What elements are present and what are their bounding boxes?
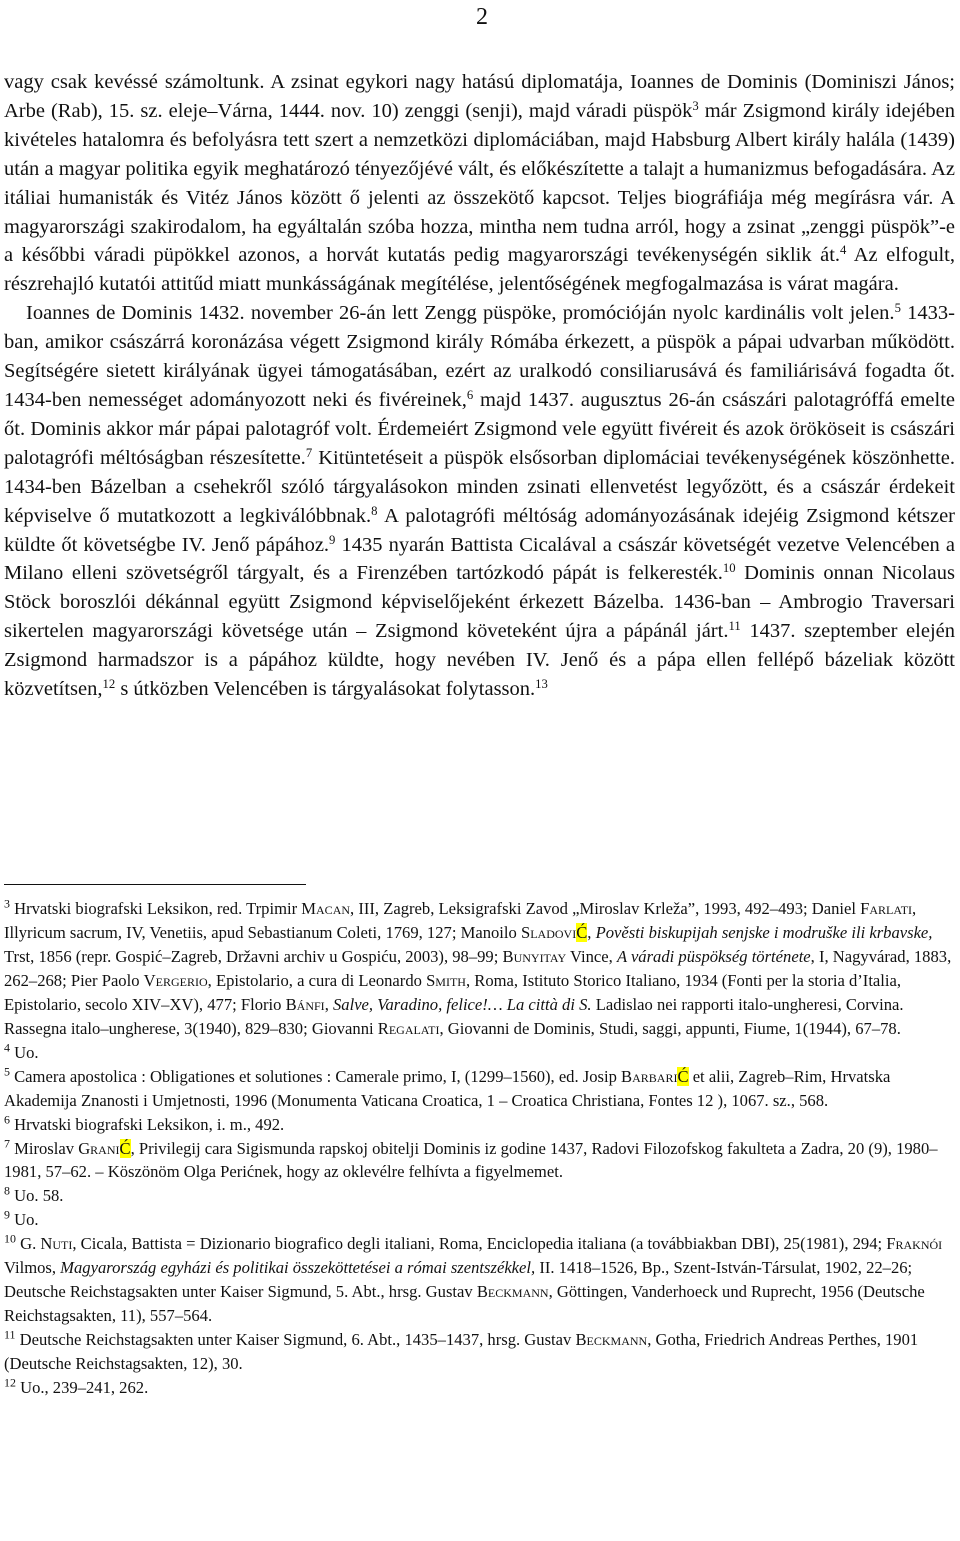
text-run: , Privilegij cara Sigismunda rapskoj obitelji Dominis iz godine 1437, Radovi Filozofskog fakulteta a Zadra, 20 (9), 1980–1981, 57–62. – Köszönöm Olga Perićnek, hogy az oklevélre felhívta a figyelmemet. bbox=[4, 1138, 938, 1182]
author-name: Bunyitay bbox=[502, 946, 567, 966]
author-name: Fraknói bbox=[886, 1234, 943, 1254]
footnote-ref: 4 bbox=[4, 1040, 10, 1055]
footnote-ref: 8 bbox=[371, 503, 378, 518]
author-name: Beckmann bbox=[476, 1282, 549, 1302]
body-text bbox=[4, 68, 955, 704]
footnote bbox=[4, 1208, 955, 1232]
highlighted-text: Ć bbox=[677, 1066, 689, 1086]
footnote bbox=[4, 1113, 955, 1137]
text-run: , bbox=[324, 994, 333, 1014]
author-name: Smith bbox=[426, 970, 466, 990]
footnote bbox=[4, 897, 955, 1041]
author-name: Barbari bbox=[621, 1066, 678, 1086]
text-run: Kitüntetéseit a püspök elsősorban diplomáciai tevékenységének köszönhette. 1434-ben Bázelban a csehekről szóló tárgyalásokon minden zsinati ellenvetést legyőzött, és a császár érdekeit képviselve ő mutatkozott a legkiválóbbnak. bbox=[4, 446, 956, 527]
body-paragraph bbox=[4, 68, 955, 299]
text-run: Deutsche Reichstagsakten unter Kaiser Sigmund, 6. Abt., 1435–1437, hrsg. Gustav bbox=[15, 1330, 576, 1350]
body-paragraph bbox=[4, 299, 955, 704]
text-run: Dominis onnan Nicolaus Stöck boroszlói dékánnal együtt Zsigmond képviselőjeként érkezett Bázelba. 1436-ban – Ambrogio Traversari sikertelen magyarországi követsége után – Zsigmond követeként újra a pápánál járt. bbox=[4, 562, 956, 643]
author-name: Bánfi bbox=[285, 994, 325, 1014]
footnote-ref: 6 bbox=[466, 387, 474, 402]
footnote-ref: 11 bbox=[728, 619, 741, 634]
footnote-ref: 6 bbox=[4, 1112, 10, 1127]
italic-text: Magyarország egyházi és politikai összeköttetései a római szentszékkel, bbox=[60, 1258, 536, 1278]
text-run: , bbox=[587, 922, 596, 942]
author-name: Farlati bbox=[860, 899, 913, 918]
footnote-ref: 5 bbox=[894, 301, 901, 316]
footnote bbox=[4, 1065, 955, 1113]
text-run: Vilmos, bbox=[4, 1258, 61, 1278]
text-run: , I, Nagyvárad, 1883, 262–268; Pier Paolo bbox=[4, 946, 952, 990]
footnote bbox=[4, 1376, 955, 1400]
footnote-ref: 3 bbox=[692, 98, 699, 113]
text-run: Ioannes de Dominis 1432. november 26-án lett Zengg püspöke, promócióján nyolc kardinális volt jelen. bbox=[26, 302, 895, 325]
text-run: vagy csak kevéssé számoltunk. A zsinat egykori nagy hatású diplomatája, Ioannes de Dominis (Dominiszi János; Arbe (Rab), 15. sz. eleje–Várna, 1444. nov. 10) zenggi (senji), majd váradi püspök bbox=[4, 71, 955, 122]
text-run: G. bbox=[15, 1234, 41, 1254]
footnote-ref: 10 bbox=[722, 561, 736, 576]
text-run: A palotagrófi méltóság adományozásának idejéig Zsigmond kétszer küldte őt követségbe IV. Jenő pápához. bbox=[4, 504, 956, 556]
text-run: Camera apostolica : Obligationes et solutiones : Camerale primo, I, (1299–1560), ed. Josip bbox=[9, 1066, 622, 1086]
italic-text: Pověsti biskupijah senjske i modruške ili krbavske, bbox=[595, 922, 933, 942]
text-run: Az elfogult, részrehajló kutatói attitűd miatt munkásságának megítélése, jelentőségének megfogalmazása is várat magára. bbox=[4, 244, 955, 296]
author-name: Beckmann bbox=[575, 1330, 648, 1350]
text-run: Uo., 239–241, 262. bbox=[15, 1378, 149, 1398]
author-name: Macan bbox=[301, 899, 351, 918]
footnote-ref: 5 bbox=[4, 1064, 10, 1079]
text-run: , Roma, Istituto Storico Italiano, 1934 (Fonti per la storia d’Italia, Epistolario, secolo XIV–XV), 477; Florio bbox=[4, 970, 902, 1014]
footnote-ref: 9 bbox=[4, 1207, 10, 1222]
highlighted-text: Ć bbox=[576, 922, 588, 942]
text-run: Uo. bbox=[9, 1210, 39, 1230]
text-run: majd 1437. augusztus 26-án császári palotagróffá emelte őt. Dominis akkor már pápai palotagróf volt. Érdemeiért Zsigmond vele együtt fivéreit és azok örököseit is császári palotagrófi méltóságban részesítette. bbox=[4, 388, 955, 469]
text-run: Hrvatski biografski Leksikon, i. m., 492. bbox=[9, 1114, 285, 1134]
text-run: , III, Zagreb, Leksigrafski Zavod „Miroslav Krleža”, 1993, 492–493; Daniel bbox=[350, 899, 861, 918]
author-name: Nuti bbox=[40, 1234, 73, 1254]
text-run: Miroslav bbox=[9, 1138, 79, 1158]
page-number: 2 bbox=[476, 4, 488, 30]
footnote-ref: 11 bbox=[4, 1327, 16, 1342]
text-run: et alii, Zagreb–Rim, Hrvatska Akademija Znanosti i Umjetnosti, 1996 (Monumenta Vaticana Croatica, 1 – Croatica Christiana, Fontes 12 ), 1067. sz., 568. bbox=[4, 1066, 891, 1110]
footnote bbox=[4, 1184, 955, 1208]
text-run: 1437. szeptember elején Zsigmond harmadszor is a pápához küldte, hogy nevében IV. Jenő és a pápa ellen fellépő bázeliak között közvetítsen, bbox=[4, 620, 955, 701]
footnote-ref: 10 bbox=[4, 1231, 16, 1246]
footnote-ref: 12 bbox=[102, 677, 116, 692]
text-run: , Gotha, Friedrich Andreas Perthes, 1901 (Deutsche Reichstagsakten, 12), 30. bbox=[4, 1330, 919, 1374]
text-run: , Illyricum sacrum, IV, Venetiis, apud Sebastianum Coleti, 1769, 127; Manoilo bbox=[4, 899, 917, 942]
author-name: Vergerio bbox=[143, 970, 208, 990]
italic-text: A váradi püspökség története bbox=[616, 946, 811, 966]
text-run: már Zsigmond király idejében kivételes hatalomra és befolyásra tett szert a nemzetközi diplomáciában, majd Habsburg Albert király halála (1439) után a magyar politika egyik meghatározó tényezőjévé vált, és előkészítette a talajt a humanizmus befogadására. Az itáliai humanisták és Vitéz János között ő jelenti az összekötő kapcsot. Teljes biográfiája még megírásra vár. A magyarországi szakirodalom, ha egyáltalán szóba hozza, mintha nem tudna arról, hogy a zsinat „zenggi püspök”-e a későbbi váradi püpökkel azonos, a horvát kutatás pedig magyarországi tevékenységén siklik át. bbox=[4, 99, 955, 267]
text-run: Uo. bbox=[9, 1042, 39, 1062]
text-run: 1435 nyarán Battista Cicalával a császár követségét vezetve Velencében a Milano elleni szövetségről tárgyalt, és a Firenzében tartózkodó pápát is felkeresték. bbox=[4, 533, 955, 585]
author-name: Sladovi bbox=[520, 922, 577, 942]
text-run: Uo. 58. bbox=[9, 1186, 64, 1206]
text-run: , Göttingen, Vanderhoeck und Ruprecht, 1956 (Deutsche Reichstagsakten, 11), 557–564. bbox=[4, 1282, 925, 1326]
author-name: Grani bbox=[78, 1138, 120, 1158]
footnote-ref: 3 bbox=[4, 896, 10, 911]
author-name: Regalati bbox=[377, 1018, 440, 1038]
footnote-ref: 12 bbox=[4, 1375, 16, 1390]
italic-text: Salve, Varadino, felice!… La città di S. bbox=[332, 994, 592, 1014]
footnote bbox=[4, 1328, 955, 1376]
text-run: , Epistolario, a cura di Leonardo bbox=[207, 970, 427, 990]
footnote-ref: 4 bbox=[840, 243, 847, 258]
footnote-ref: 7 bbox=[305, 445, 313, 460]
footnote-separator bbox=[4, 884, 306, 885]
footnote bbox=[4, 1137, 955, 1185]
text-run: II. 1418–1526, Bp., Szent-István-Társulat, 1902, 22–26; Deutsche Reichstagsakten unter Kaiser Sigmund, 5. Abt., hrsg. Gustav bbox=[4, 1258, 913, 1302]
footnote-ref: 13 bbox=[535, 677, 548, 692]
footnote bbox=[4, 1041, 955, 1065]
text-run: , Cicala, Battista = Dizionario biografico degli italiani, Roma, Enciclopedia italiana (a továbbiakban DBI), 25(1981), 294; bbox=[72, 1234, 887, 1254]
highlighted-text: Ć bbox=[119, 1138, 131, 1158]
text-run: , Giovanni de Dominis, Studi, saggi, appunti, Fiume, 1(1944), 67–78. bbox=[439, 1018, 901, 1038]
text-run: Trst, 1856 (repr. Gospić–Zagreb, Državni archiv u Gospiću, 2003), 98–99; bbox=[4, 946, 503, 966]
text-run: Vince, bbox=[566, 946, 617, 966]
text-run: s útközben Velencében is tárgyalásokat folytasson. bbox=[115, 678, 536, 701]
footnote-ref: 7 bbox=[4, 1135, 10, 1150]
footnote-ref: 9 bbox=[329, 532, 336, 547]
footnote-ref: 8 bbox=[4, 1183, 10, 1198]
footnotes bbox=[4, 897, 955, 1400]
text-run: 1433-ban, amikor császárrá koronázása végett Zsigmond király Rómába érkezett, a püspök a pápai udvarban működött. Segítségére sietett királyának ügyei támogatásában, ezért az uralkodó consiliarusává és familiárisává fogadta őt. 1434-ben nemességet adományozott neki és fivéreinek, bbox=[4, 302, 955, 411]
text-run: Hrvatski biografski Leksikon, red. Trpimir bbox=[9, 899, 302, 918]
footnote bbox=[4, 1232, 955, 1328]
text-run: Ladislao nei rapporti italo-ungheresi, Corvina. Rassegna italo–ungherese, 3(1940), 829–830; Giovanni bbox=[4, 994, 904, 1038]
